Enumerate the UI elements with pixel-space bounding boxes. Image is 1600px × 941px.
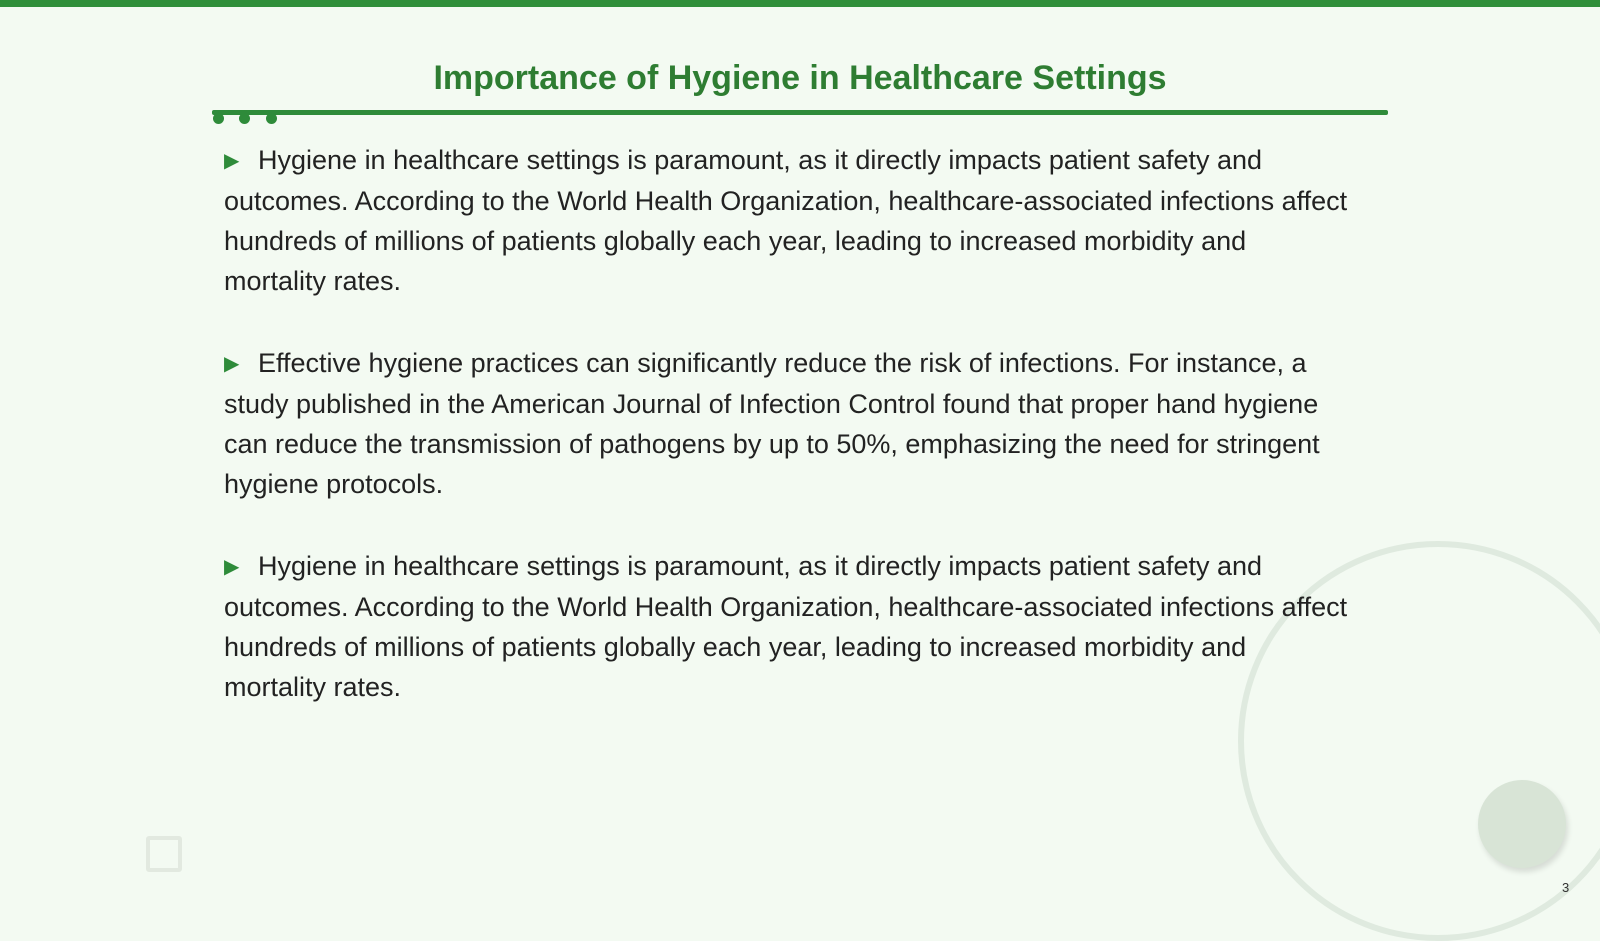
- bullet-list: [224, 140, 1348, 749]
- decorative-square: [146, 836, 182, 872]
- underline-dot: [239, 113, 250, 124]
- slide-title: Importance of Hygiene in Healthcare Settings: [433, 59, 1167, 97]
- underline-dot: [213, 113, 224, 124]
- bullet-text: Hygiene in healthcare settings is paramount, as it directly impacts patient safety and outcomes. According to the World Health Organization, healthcare-associated infections affect hundreds of millions of patients globally each year, leading to increased morbidity and mortality rates.: [224, 551, 1348, 702]
- top-accent-bar: [0, 0, 1600, 7]
- bullet-text: Effective hygiene practices can significantly reduce the risk of infections. For instance, a study published in the American Journal of Infection Control found that proper hand hygiene can reduce the transmission of pathogens by up to 50%, emphasizing the need for stringent hygiene protocols.: [224, 348, 1320, 499]
- bullet-arrow-icon: ▶: [224, 556, 240, 578]
- underline-dot: [266, 113, 277, 124]
- bullet-arrow-icon: ▶: [224, 150, 240, 172]
- bullet-arrow-icon: ▶: [224, 353, 240, 375]
- bullet-item: [224, 546, 1348, 707]
- bullet-text: Hygiene in healthcare settings is paramount, as it directly impacts patient safety and outcomes. According to the World Health Organization, healthcare-associated infections affect hundreds of millions of patients globally each year, leading to increased morbidity and mortality rates.: [224, 145, 1348, 296]
- bullet-item: [224, 343, 1348, 504]
- title-underline: [212, 110, 1388, 115]
- bullet-item: [224, 140, 1348, 301]
- page-number: 3: [1562, 880, 1570, 895]
- decorative-disc: [1478, 780, 1566, 868]
